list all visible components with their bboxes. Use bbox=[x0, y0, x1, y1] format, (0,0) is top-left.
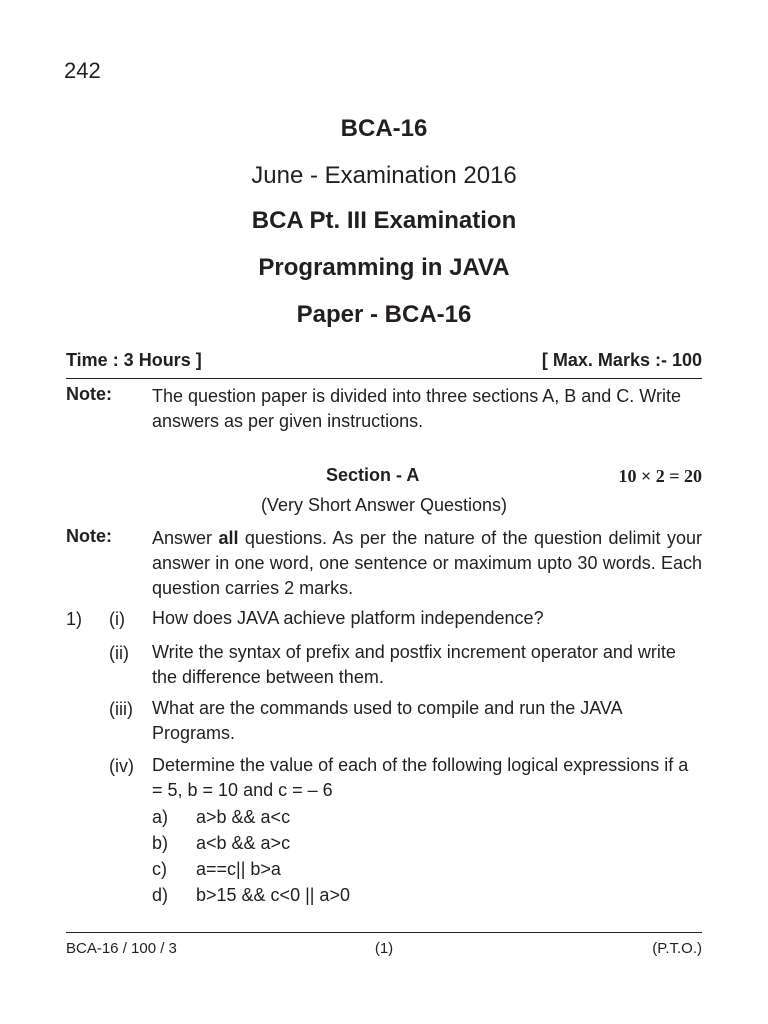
page-number: 242 bbox=[64, 58, 101, 83]
max-marks: [ Max. Marks :- 100 bbox=[541, 350, 702, 370]
option-label: b) bbox=[152, 833, 169, 853]
question-part-text: What are the commands used to compile and run the JAVA Programs. bbox=[152, 698, 622, 743]
option-text: a==c|| b>a bbox=[196, 859, 281, 879]
footer-pto: (P.T.O.) bbox=[652, 940, 702, 957]
option-text: a>b && a<c bbox=[196, 807, 291, 827]
course-title: BCA Pt. III Examination bbox=[251, 207, 517, 234]
note-text bbox=[152, 526, 702, 601]
question-number: 1) bbox=[66, 609, 83, 629]
question-part-label: (iii) bbox=[109, 699, 133, 719]
exam-title: June - Examination 2016 bbox=[251, 162, 517, 189]
question-part-label: (i) bbox=[109, 609, 125, 629]
question-part-text: Write the syntax of prefix and postfix increment operator and write the difference between them. bbox=[152, 642, 676, 687]
note-label: Note: bbox=[66, 526, 112, 546]
option-text: b>15 && c<0 || a>0 bbox=[196, 885, 350, 905]
question-part-text: How does JAVA achieve platform independence? bbox=[152, 608, 544, 628]
option-label: d) bbox=[152, 885, 169, 905]
option-label: c) bbox=[152, 859, 167, 879]
note-text-emphasis: all bbox=[218, 528, 239, 548]
note-text-part: Answer bbox=[152, 528, 219, 548]
header-divider bbox=[66, 378, 702, 379]
section-subtitle: (Very Short Answer Questions) bbox=[260, 495, 508, 515]
note-label: Note: bbox=[66, 384, 112, 404]
time-limit: Time : 3 Hours ] bbox=[66, 350, 202, 370]
question-part-label: (ii) bbox=[109, 643, 129, 663]
section-marks: 10 × 2 = 20 bbox=[618, 466, 702, 486]
option-label: a) bbox=[152, 807, 169, 827]
option-text: a<b && a>c bbox=[196, 833, 291, 853]
question-part-text: Determine the value of each of the following logical expressions if a = 5, b = 10 and c = – 6 bbox=[152, 755, 689, 800]
note-text-part: questions. As per the nature of the question delimit your answer in one word, one sentence or maximum upto 30 words. Each question carries 2 marks. bbox=[152, 528, 702, 598]
paper-title: Paper - BCA-16 bbox=[296, 301, 472, 328]
paper-code: BCA-16 bbox=[340, 115, 428, 142]
footer-page: (1) bbox=[374, 940, 394, 957]
footer-divider bbox=[66, 932, 702, 933]
subject-title: Programming in JAVA bbox=[258, 254, 510, 281]
footer-code: BCA-16 / 100 / 3 bbox=[66, 940, 177, 957]
note-text: The question paper is divided into three sections A, B and C. Write answers as per given instructions. bbox=[152, 386, 681, 431]
section-title: Section - A bbox=[326, 465, 420, 485]
question-part-label: (iv) bbox=[109, 756, 134, 776]
